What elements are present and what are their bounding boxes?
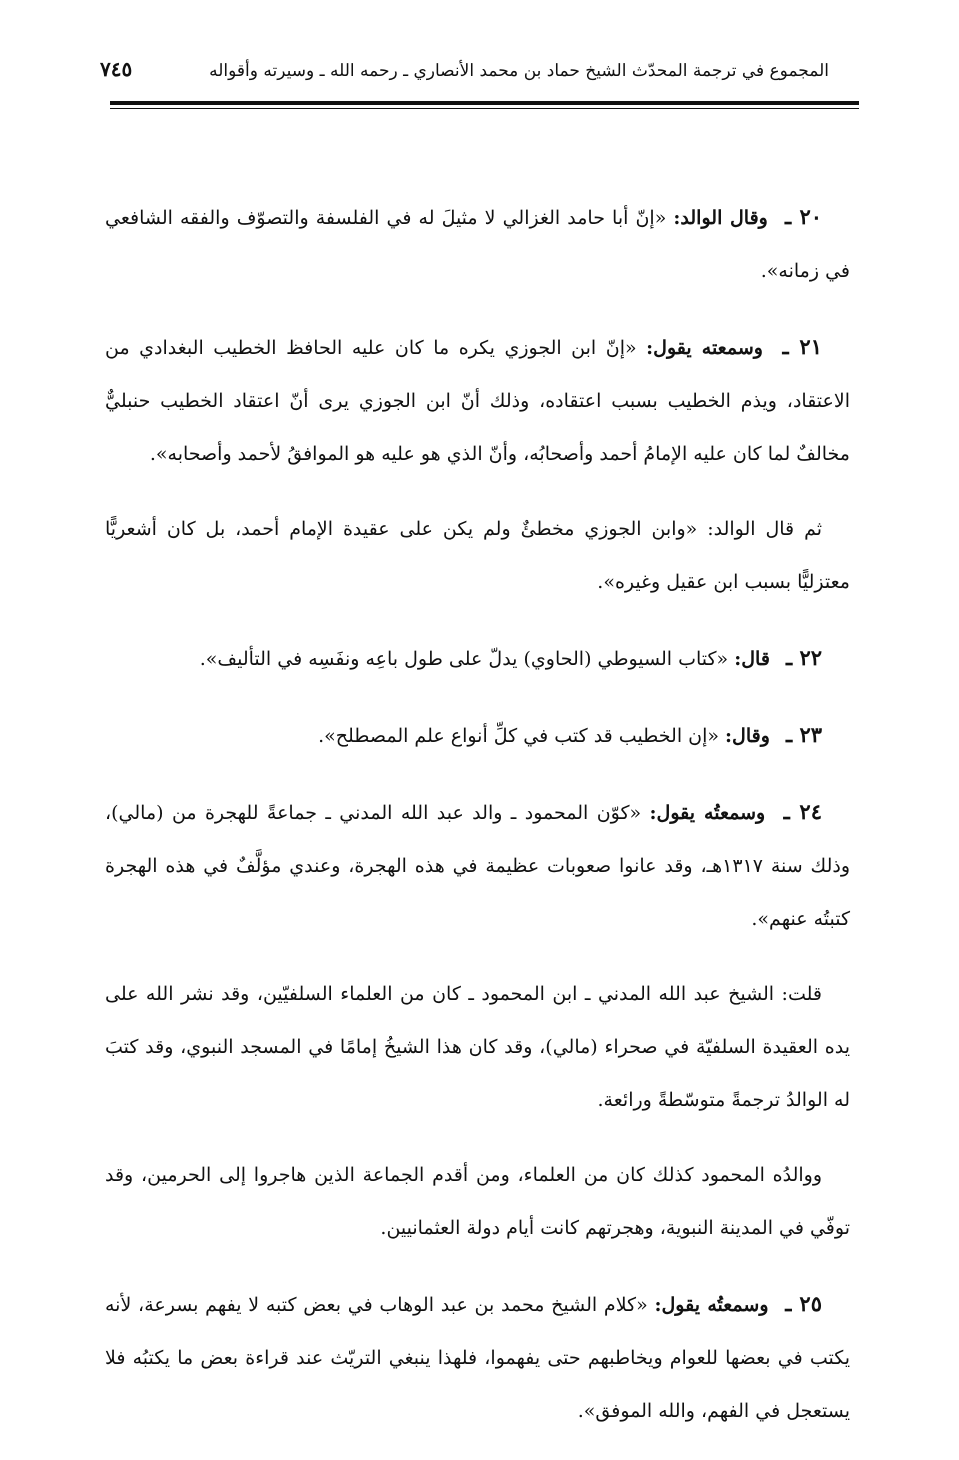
page-body [105, 190, 850, 1460]
paragraph-number: ٢٠ ـ [784, 204, 822, 229]
header-rule-thin [110, 108, 859, 109]
paragraph-text: «إنّ أبا حامد الغزالي لا مثيلَ له في الفلسفة والتصوّف والفقه الشافعي في زمانه». [105, 207, 850, 282]
paragraph-number: ٢٣ ـ [785, 722, 822, 747]
paragraph-text: «إن الخطيب قد كتب في كلِّ أنواع علم المصطلح». [318, 725, 719, 747]
paragraph-number: ٢١ ـ [782, 334, 822, 359]
paragraph-lead: وقال: [725, 725, 770, 747]
paragraph-text: ثم قال الوالد: «وابن الجوزي مخطئٌ ولم يكن على عقيدة الإمام أحمد، بل كان أشعريًّا معتزليًّا بسبب ابن عقيل وغيره». [105, 518, 850, 593]
paragraph-22 [105, 631, 850, 686]
paragraph-number: ٢٥ ـ [785, 1291, 822, 1316]
paragraph-lead: وسمعتُه يقول: [649, 802, 766, 824]
paragraph-lead: وقال الوالد: [673, 207, 768, 229]
paragraph-24-note [105, 968, 850, 1127]
paragraph-text: قلت: الشيخ عبد الله المدني ـ ابن المحمود ـ كان من العلماء السلفيّين، وقد نشر الله على يده العقيدة السلفيّة في صحراء (مالي)، وقد كان هذا الشيخُ إمامًا في المسجد النبوي، وقد كتبَ له الوالدُ ترجمةً متوسّطةً ورائعة. [105, 983, 850, 1111]
paragraph-text: «كوّن المحمود ـ والد عبد الله المدني ـ جماعةً للهجرة من (مالي)، وذلك سنة ١٣١٧هـ، وقد عانوا صعوبات عظيمة في هذه الهجرة، وعندي مؤلَّفٌ في هذه الهجرة كتبتُه عنهم». [105, 802, 850, 930]
paragraph-21 [105, 320, 850, 481]
paragraph-20 [105, 190, 850, 298]
paragraph-24 [105, 785, 850, 946]
paragraph-25 [105, 1277, 850, 1438]
page-number: ٧٤٥ [100, 57, 133, 81]
header-rule-thick [110, 101, 859, 105]
paragraph-number: ٢٢ ـ [785, 645, 822, 670]
header-title: المجموع في ترجمة المحدّث الشيخ حماد بن محمد الأنصاري ـ رحمه الله ـ وسيرته وأقواله [209, 61, 829, 81]
paragraph-text: «كلام الشيخ محمد بن عبد الوهاب في بعض كتبه لا يفهم بسرعة، لأنه يكتب في بعضها للعوام ويخاطبهم حتى يفهموا، فلهذا ينبغي التريّث عند قراءة بعض ما يكتبُه فلا يستعجل في الفهم، والله الموفق». [105, 1294, 850, 1422]
paragraph-lead: وسمعتُه يقول: [654, 1294, 769, 1316]
paragraph-text: «كتاب السيوطي (الحاوي) يدلّ على طول باعِه ونفَسِه في التأليف». [199, 648, 729, 670]
paragraph-24-note-2 [105, 1149, 850, 1255]
paragraph-text: «إنّ ابن الجوزي يكره ما كان عليه الحافظ الخطيب البغدادي من الاعتقاد، ويذم الخطيب بسبب اعتقاده، وذلك أنّ ابن الجوزي يرى أنّ اعتقاد الخطيب حنبليٌّ مخالفٌ لما كان عليه الإمامُ أحمد وأصحابُه، وأنّ الذي هو عليه هو الموافقُ لأحمد وأصحابه». [105, 337, 850, 465]
paragraph-number: ٢٤ ـ [783, 799, 822, 824]
paragraph-text: ووالدُه المحمود كذلك كان من العلماء، ومن أقدم الجماعة الذين هاجروا إلى الحرمين، وقد توفّي في المدينة النبوية، وهجرتهم كانت أيام دولة العثمانيين. [105, 1164, 850, 1239]
running-header [100, 55, 829, 95]
paragraph-23 [105, 708, 850, 763]
paragraph-21-continued [105, 503, 850, 609]
paragraph-lead: وسمعته يقول: [646, 337, 763, 359]
paragraph-lead: قال: [734, 648, 770, 670]
